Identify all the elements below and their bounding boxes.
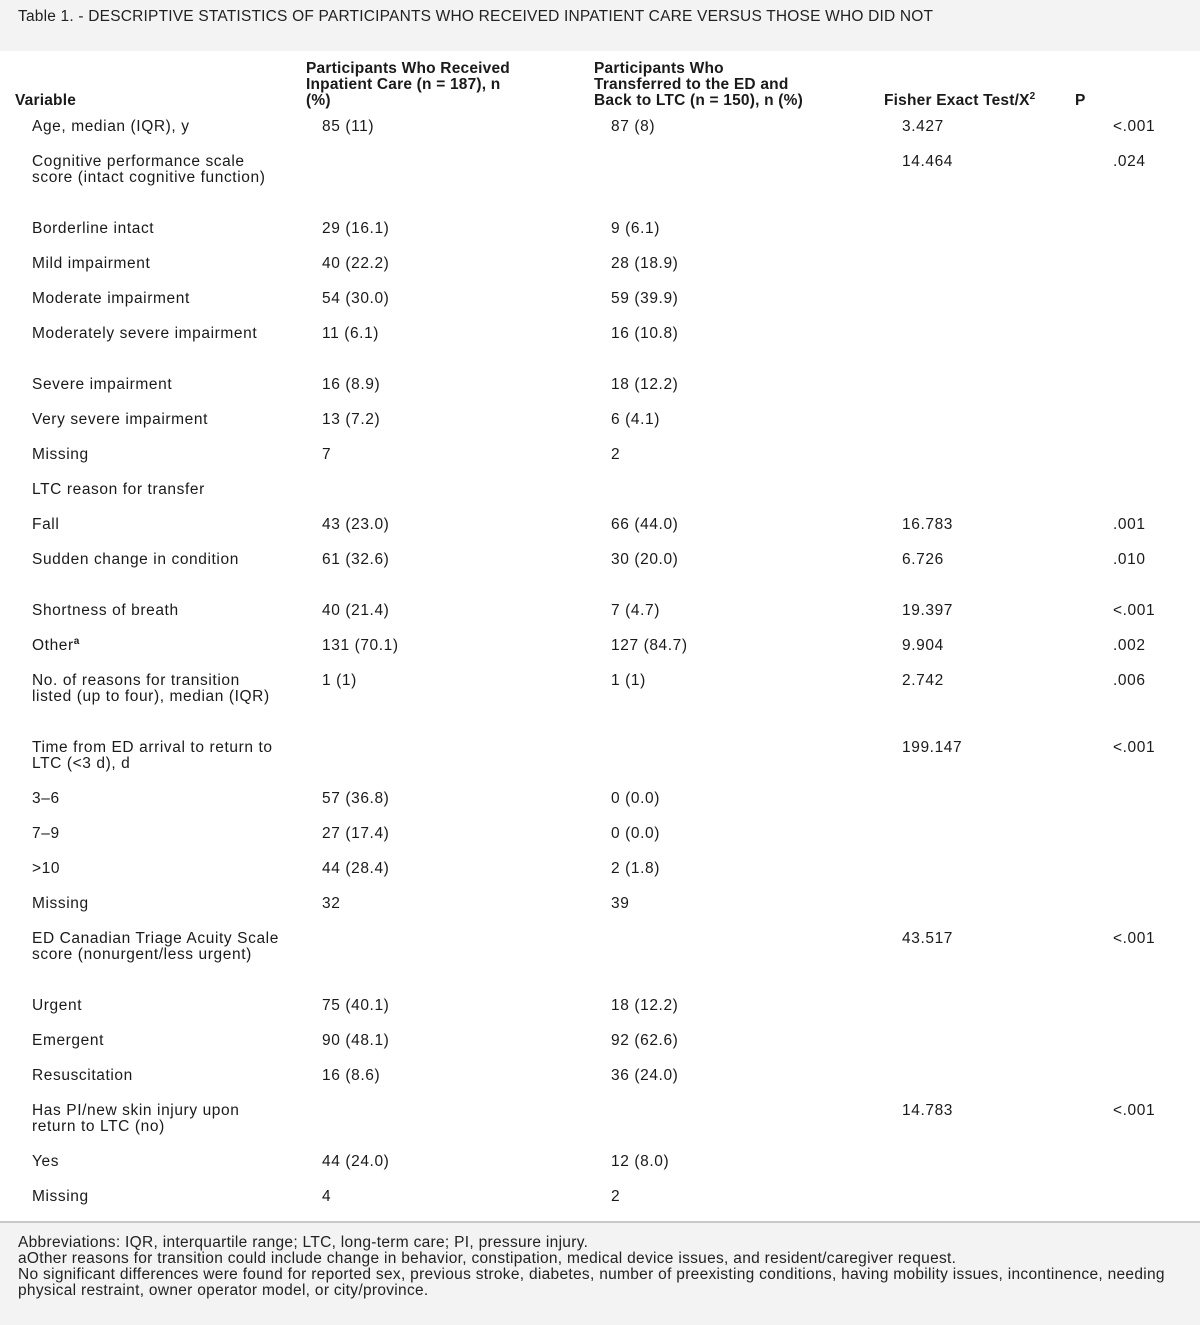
cell-variable xyxy=(32,998,282,1014)
cell-transferred-back xyxy=(611,1154,669,1170)
table-row xyxy=(0,857,1200,892)
cell-transferred-back-text: 66 (44.0) xyxy=(611,516,679,533)
cell-transferred-back xyxy=(611,377,678,393)
cell-variable-text: Mild impairment xyxy=(32,255,151,272)
cell-fisher-test xyxy=(902,517,953,533)
cell-variable-text: Other xyxy=(32,637,74,654)
cell-fisher-test-text: 43.517 xyxy=(902,930,954,947)
table-row xyxy=(0,408,1200,443)
cell-variable-text: Fall xyxy=(32,516,60,533)
cell-transferred-back xyxy=(611,517,678,533)
cell-transferred-back-text: 16 (10.8) xyxy=(611,325,679,342)
cell-inpatient-care-text: 16 (8.9) xyxy=(322,376,381,393)
cell-transferred-back xyxy=(611,638,688,654)
table-row xyxy=(0,1185,1200,1220)
cell-variable xyxy=(32,1103,282,1135)
cell-inpatient-care-text: 44 (24.0) xyxy=(322,1153,390,1170)
cell-variable-text: LTC reason for transfer xyxy=(32,481,205,498)
cell-inpatient-care xyxy=(322,1189,331,1205)
cell-variable-text: Missing xyxy=(32,446,89,463)
cell-p-value-text: <.001 xyxy=(1113,930,1156,947)
cell-inpatient-care xyxy=(322,447,331,463)
header-inpatient-care: Participants Who Received Inpatient Care (n = 187), n (%) xyxy=(306,60,510,109)
cell-inpatient-care-text: 44 (28.4) xyxy=(322,860,390,877)
cell-variable xyxy=(32,482,282,498)
cell-inpatient-care-text: 16 (8.6) xyxy=(322,1067,381,1084)
cell-inpatient-care-text: 4 xyxy=(322,1188,332,1205)
cell-variable xyxy=(32,673,282,705)
cell-fisher-test xyxy=(902,119,944,135)
cell-variable-text: Sudden change in condition xyxy=(32,551,239,568)
cell-transferred-back xyxy=(611,673,646,689)
cell-p-value xyxy=(1113,552,1146,568)
cell-p-value xyxy=(1113,517,1146,533)
table-header xyxy=(0,60,1200,112)
cell-variable-text: Age, median (IQR), y xyxy=(32,118,190,135)
cell-variable-text: Very severe impairment xyxy=(32,411,209,428)
cell-variable-text: Moderate impairment xyxy=(32,290,190,307)
cell-fisher-test-text: 16.783 xyxy=(902,516,954,533)
cell-p-value xyxy=(1113,603,1155,619)
table-row xyxy=(0,150,1200,217)
table-row xyxy=(0,252,1200,287)
cell-transferred-back xyxy=(611,998,678,1014)
cell-fisher-test xyxy=(902,603,953,619)
table-row xyxy=(0,994,1200,1029)
cell-inpatient-care xyxy=(322,221,389,237)
table-row xyxy=(0,478,1200,513)
footer-abbreviations: Abbreviations: IQR, interquartile range; LTC, long-term care; PI, pressure injury. xyxy=(18,1234,589,1251)
cell-transferred-back xyxy=(611,256,678,272)
cell-variable-text: Yes xyxy=(32,1153,60,1170)
cell-transferred-back-text: 7 (4.7) xyxy=(611,602,660,619)
cell-variable-text: Missing xyxy=(32,895,89,912)
cell-transferred-back xyxy=(611,603,660,619)
header-p-value: P xyxy=(1075,92,1086,109)
cell-variable xyxy=(32,635,282,654)
cell-p-value xyxy=(1113,673,1146,689)
cell-transferred-back-text: 39 xyxy=(611,895,630,912)
cell-variable-text: >10 xyxy=(32,860,61,877)
table-row xyxy=(0,1099,1200,1150)
cell-fisher-test-text: 199.147 xyxy=(902,739,963,756)
table-row xyxy=(0,927,1200,994)
cell-transferred-back-text: 1 (1) xyxy=(611,672,646,689)
cell-variable xyxy=(32,1189,282,1205)
cell-transferred-back xyxy=(611,826,660,842)
header-fisher-test-sup: 2 xyxy=(1029,90,1036,102)
cell-transferred-back-text: 6 (4.1) xyxy=(611,411,660,428)
cell-p-value xyxy=(1113,931,1155,947)
cell-transferred-back-text: 30 (20.0) xyxy=(611,551,679,568)
cell-transferred-back-text: 92 (62.6) xyxy=(611,1032,679,1049)
cell-transferred-back-text: 28 (18.9) xyxy=(611,255,679,272)
cell-p-value xyxy=(1113,1103,1155,1119)
cell-variable xyxy=(32,119,282,135)
header-fisher-test xyxy=(884,90,1036,109)
cell-transferred-back xyxy=(611,791,660,807)
cell-inpatient-care xyxy=(322,412,380,428)
cell-inpatient-care xyxy=(322,1154,389,1170)
cell-transferred-back xyxy=(611,412,660,428)
table-body xyxy=(0,115,1200,1220)
cell-transferred-back xyxy=(611,326,678,342)
cell-transferred-back xyxy=(611,896,629,912)
cell-variable xyxy=(32,791,282,807)
cell-variable-text: 3–6 xyxy=(32,790,60,807)
cell-variable xyxy=(32,517,282,533)
cell-transferred-back xyxy=(611,447,620,463)
cell-p-value-text: <.001 xyxy=(1113,739,1156,756)
cell-transferred-back-text: 0 (0.0) xyxy=(611,825,660,842)
cell-variable-text: Borderline intact xyxy=(32,220,155,237)
cell-variable xyxy=(32,1033,282,1049)
cell-inpatient-care-text: 61 (32.6) xyxy=(322,551,390,568)
cell-variable xyxy=(32,896,282,912)
table-row xyxy=(0,373,1200,408)
cell-inpatient-care xyxy=(322,377,380,393)
cell-p-value-text: .002 xyxy=(1113,637,1146,654)
table-row xyxy=(0,1150,1200,1185)
table-row xyxy=(0,322,1200,373)
cell-variable-text: Emergent xyxy=(32,1032,104,1049)
cell-inpatient-care-text: 131 (70.1) xyxy=(322,637,399,654)
cell-inpatient-care-text: 40 (22.2) xyxy=(322,255,390,272)
cell-fisher-test-text: 2.742 xyxy=(902,672,944,689)
table-footer xyxy=(0,1223,1200,1325)
cell-variable-text: Has PI/new skin injury upon return to LTC (no) xyxy=(32,1102,240,1135)
cell-variable-text: Time from ED arrival to return to LTC (<3 d), d xyxy=(32,739,273,772)
cell-inpatient-care xyxy=(322,256,389,272)
cell-p-value xyxy=(1113,154,1146,170)
cell-fisher-test-text: 6.726 xyxy=(902,551,944,568)
table-row xyxy=(0,513,1200,548)
cell-inpatient-care xyxy=(322,791,389,807)
cell-variable xyxy=(32,377,282,393)
cell-p-value-text: .001 xyxy=(1113,516,1146,533)
cell-transferred-back xyxy=(611,552,678,568)
cell-variable xyxy=(32,447,282,463)
cell-transferred-back-text: 9 (6.1) xyxy=(611,220,660,237)
cell-inpatient-care-text: 40 (21.4) xyxy=(322,602,390,619)
cell-transferred-back xyxy=(611,1068,678,1084)
cell-inpatient-care xyxy=(322,552,389,568)
cell-variable-text: Severe impairment xyxy=(32,376,173,393)
table-row xyxy=(0,1064,1200,1099)
table-row xyxy=(0,443,1200,478)
cell-variable-text: Missing xyxy=(32,1188,89,1205)
table-row xyxy=(0,217,1200,252)
footer-note-b: No significant differences were found for reported sex, previous stroke, diabetes, number of preexisting conditions, having mobility issues, incontinence, needing physical restraint, owner operator model, or city/province. xyxy=(18,1266,1165,1299)
cell-fisher-test xyxy=(902,740,962,756)
cell-fisher-test-text: 14.464 xyxy=(902,153,954,170)
table-row xyxy=(0,669,1200,736)
cell-inpatient-care-text: 1 (1) xyxy=(322,672,357,689)
cell-transferred-back xyxy=(611,291,678,307)
cell-transferred-back-text: 18 (12.2) xyxy=(611,997,679,1014)
cell-variable xyxy=(32,1154,282,1170)
cell-inpatient-care-text: 13 (7.2) xyxy=(322,411,381,428)
cell-transferred-back xyxy=(611,1033,678,1049)
cell-transferred-back-text: 12 (8.0) xyxy=(611,1153,670,1170)
cell-p-value xyxy=(1113,638,1146,654)
cell-transferred-back xyxy=(611,221,660,237)
cell-p-value-text: .006 xyxy=(1113,672,1146,689)
cell-variable-text: 7–9 xyxy=(32,825,60,842)
cell-variable xyxy=(32,740,282,772)
cell-inpatient-care-text: 75 (40.1) xyxy=(322,997,390,1014)
cell-transferred-back-text: 36 (24.0) xyxy=(611,1067,679,1084)
cell-inpatient-care-text: 57 (36.8) xyxy=(322,790,390,807)
cell-p-value xyxy=(1113,119,1155,135)
cell-p-value-text: <.001 xyxy=(1113,118,1156,135)
table-row xyxy=(0,548,1200,599)
cell-transferred-back-text: 2 (1.8) xyxy=(611,860,660,877)
cell-p-value-text: .024 xyxy=(1113,153,1146,170)
cell-inpatient-care-text: 54 (30.0) xyxy=(322,290,390,307)
cell-fisher-test xyxy=(902,154,953,170)
cell-variable-text: Urgent xyxy=(32,997,83,1014)
table-row xyxy=(0,115,1200,150)
cell-variable xyxy=(32,861,282,877)
footnote-marker: a xyxy=(73,635,80,647)
cell-transferred-back xyxy=(611,119,655,135)
cell-variable xyxy=(32,326,282,342)
cell-p-value-text: <.001 xyxy=(1113,602,1156,619)
cell-inpatient-care xyxy=(322,1068,380,1084)
cell-inpatient-care xyxy=(322,861,389,877)
table-row xyxy=(0,822,1200,857)
cell-variable-text: ED Canadian Triage Acuity Scale score (nonurgent/less urgent) xyxy=(32,930,279,963)
cell-variable xyxy=(32,412,282,428)
cell-variable-text: Cognitive performance scale score (intact cognitive function) xyxy=(32,153,266,186)
cell-fisher-test xyxy=(902,638,944,654)
cell-inpatient-care xyxy=(322,603,389,619)
table-row xyxy=(0,736,1200,787)
cell-fisher-test xyxy=(902,673,944,689)
cell-inpatient-care xyxy=(322,998,389,1014)
cell-transferred-back xyxy=(611,861,660,877)
cell-variable xyxy=(32,1068,282,1084)
cell-transferred-back-text: 18 (12.2) xyxy=(611,376,679,393)
cell-variable xyxy=(32,221,282,237)
cell-inpatient-care-text: 11 (6.1) xyxy=(322,325,380,342)
table-row xyxy=(0,892,1200,927)
cell-transferred-back-text: 59 (39.9) xyxy=(611,290,679,307)
table-row xyxy=(0,1029,1200,1064)
cell-inpatient-care xyxy=(322,673,357,689)
cell-transferred-back-text: 87 (8) xyxy=(611,118,656,135)
cell-inpatient-care xyxy=(322,638,399,654)
cell-transferred-back-text: 2 xyxy=(611,446,621,463)
cell-fisher-test xyxy=(902,1103,953,1119)
cell-fisher-test-text: 14.783 xyxy=(902,1102,954,1119)
cell-fisher-test-text: 9.904 xyxy=(902,637,944,654)
header-transferred-back: Participants Who Transferred to the ED and Back to LTC (n = 150), n (%) xyxy=(594,60,803,109)
cell-inpatient-care-text: 43 (23.0) xyxy=(322,516,390,533)
cell-inpatient-care-text: 32 xyxy=(322,895,341,912)
cell-variable xyxy=(32,154,282,186)
cell-inpatient-care xyxy=(322,826,389,842)
table-row xyxy=(0,634,1200,669)
cell-fisher-test xyxy=(902,552,944,568)
cell-inpatient-care-text: 85 (11) xyxy=(322,118,375,135)
cell-transferred-back-text: 2 xyxy=(611,1188,621,1205)
cell-variable xyxy=(32,931,282,963)
cell-inpatient-care-text: 7 xyxy=(322,446,332,463)
cell-inpatient-care-text: 27 (17.4) xyxy=(322,825,390,842)
cell-variable xyxy=(32,256,282,272)
header-fisher-test-label: Fisher Exact Test/X xyxy=(884,92,1030,109)
cell-variable-text: No. of reasons for transition listed (up to four), median (IQR) xyxy=(32,672,270,705)
cell-inpatient-care xyxy=(322,291,389,307)
cell-inpatient-care xyxy=(322,326,379,342)
cell-inpatient-care xyxy=(322,517,389,533)
cell-fisher-test-text: 3.427 xyxy=(902,118,944,135)
cell-transferred-back-text: 127 (84.7) xyxy=(611,637,688,654)
cell-inpatient-care xyxy=(322,119,374,135)
cell-variable-text: Shortness of breath xyxy=(32,602,179,619)
cell-inpatient-care xyxy=(322,1033,389,1049)
cell-transferred-back-text: 0 (0.0) xyxy=(611,790,660,807)
cell-variable-text: Moderately severe impairment xyxy=(32,325,258,342)
cell-fisher-test xyxy=(902,931,953,947)
cell-variable xyxy=(32,291,282,307)
cell-variable-text: Resuscitation xyxy=(32,1067,133,1084)
cell-p-value xyxy=(1113,740,1155,756)
cell-inpatient-care-text: 29 (16.1) xyxy=(322,220,390,237)
header-variable: Variable xyxy=(15,92,77,109)
table-row xyxy=(0,787,1200,822)
table-caption: Table 1. - DESCRIPTIVE STATISTICS OF PARTICIPANTS WHO RECEIVED INPATIENT CARE VERSUS THOSE WHO DID NOT xyxy=(0,0,1200,51)
cell-variable xyxy=(32,603,282,619)
footer-note-a: aOther reasons for transition could include change in behavior, constipation, medical device issues, and resident/caregiver request. xyxy=(18,1250,957,1267)
table-row xyxy=(0,287,1200,322)
cell-inpatient-care xyxy=(322,896,340,912)
cell-fisher-test-text: 19.397 xyxy=(902,602,954,619)
cell-variable xyxy=(32,552,282,568)
cell-p-value-text: .010 xyxy=(1113,551,1146,568)
cell-transferred-back xyxy=(611,1189,620,1205)
cell-variable xyxy=(32,826,282,842)
cell-p-value-text: <.001 xyxy=(1113,1102,1156,1119)
cell-inpatient-care-text: 90 (48.1) xyxy=(322,1032,390,1049)
table-row xyxy=(0,599,1200,634)
